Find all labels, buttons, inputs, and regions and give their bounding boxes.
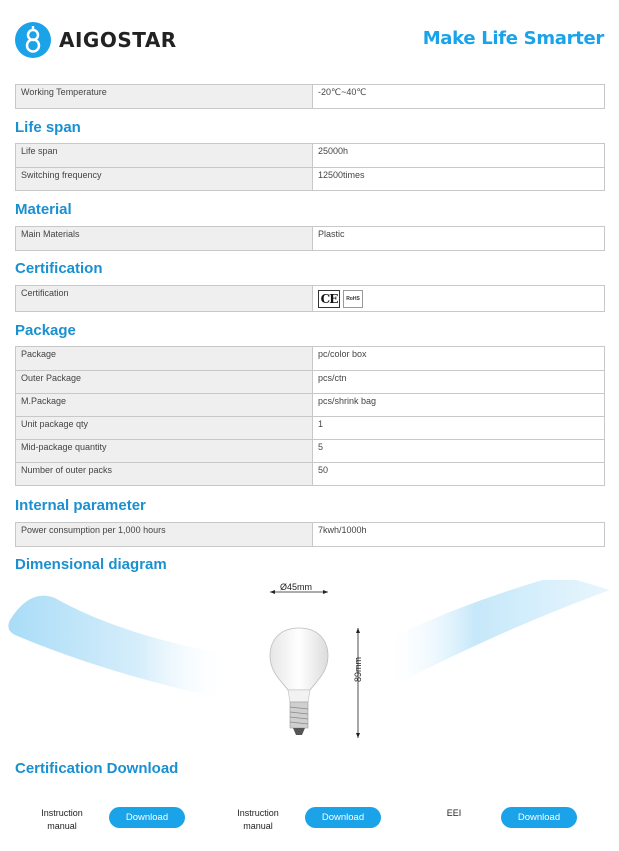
spec-key: Main Materials (16, 227, 313, 250)
brand-logo[interactable] (15, 22, 177, 58)
slogan: Make Life Smarter (422, 28, 604, 49)
spec-value: 5 (313, 440, 604, 462)
spec-key: Outer Package (16, 371, 313, 393)
spec-value: 1 (313, 417, 604, 439)
table-row (16, 370, 604, 393)
spec-key: Power consumption per 1,000 hours (16, 523, 313, 546)
spec-table-internal (15, 522, 605, 547)
table-row (16, 227, 604, 250)
spec-key: Number of outer packs (16, 463, 313, 485)
spec-table-package (15, 346, 605, 486)
spec-table-material (15, 226, 605, 251)
spec-table-certification (15, 285, 605, 312)
section-title-life-span: Life span (15, 119, 81, 136)
download-label: EEI (446, 808, 462, 818)
rohs-mark-icon: RoHS (343, 290, 363, 308)
spec-value: -20℃~40℃ (313, 85, 604, 108)
brand-logo-icon (15, 22, 51, 58)
spec-key: M.Package (16, 394, 313, 416)
download-item (228, 807, 381, 833)
section-title-material: Material (15, 201, 72, 218)
page-header (0, 0, 619, 80)
section-title-internal-parameter: Internal parameter (15, 497, 146, 514)
spec-value (313, 286, 604, 311)
spec-key: Switching frequency (16, 168, 313, 190)
bulb-diagram (220, 578, 382, 746)
spec-value: 50 (313, 463, 604, 485)
table-row (16, 439, 604, 462)
download-button[interactable]: Download (109, 807, 185, 828)
spec-value: pcs/shrink bag (313, 394, 604, 416)
download-label: Instruction manual (41, 808, 83, 831)
table-row (16, 286, 604, 311)
spec-key: Life span (16, 144, 313, 167)
spec-value: pcs/ctn (313, 371, 604, 393)
ce-mark-icon: CE (318, 290, 340, 308)
table-row (16, 347, 604, 370)
table-row (16, 85, 604, 108)
download-item (424, 807, 577, 828)
spec-value: 25000h (313, 144, 604, 167)
section-title-dimensional-diagram: Dimensional diagram (15, 556, 167, 573)
spec-table-top (15, 84, 605, 109)
table-row (16, 144, 604, 167)
table-row (16, 167, 604, 190)
spec-value: 7kwh/1000h (313, 523, 604, 546)
diameter-label: Ø45mm (280, 582, 313, 592)
spec-key: Working Temperature (16, 85, 313, 108)
section-title-package: Package (15, 322, 76, 339)
spec-value: 12500times (313, 168, 604, 190)
table-row (16, 393, 604, 416)
download-label: Instruction manual (237, 808, 279, 831)
spec-key: Package (16, 347, 313, 370)
spec-value: Plastic (313, 227, 604, 250)
table-row (16, 523, 604, 546)
spec-key: Certification (16, 286, 313, 311)
spec-key: Mid-package quantity (16, 440, 313, 462)
section-title-certification: Certification (15, 260, 103, 277)
download-button[interactable]: Download (501, 807, 577, 828)
cert-logos (318, 290, 599, 308)
brand-name: AIGOSTAR (59, 28, 177, 52)
table-row (16, 416, 604, 439)
download-item (32, 807, 185, 833)
spec-key: Unit package qty (16, 417, 313, 439)
section-title-certification-download: Certification Download (15, 760, 179, 777)
download-button[interactable]: Download (305, 807, 381, 828)
height-label: 89mm (353, 656, 363, 682)
spec-value: pc/color box (313, 347, 604, 370)
table-row (16, 462, 604, 485)
spec-table-life-span (15, 143, 605, 191)
